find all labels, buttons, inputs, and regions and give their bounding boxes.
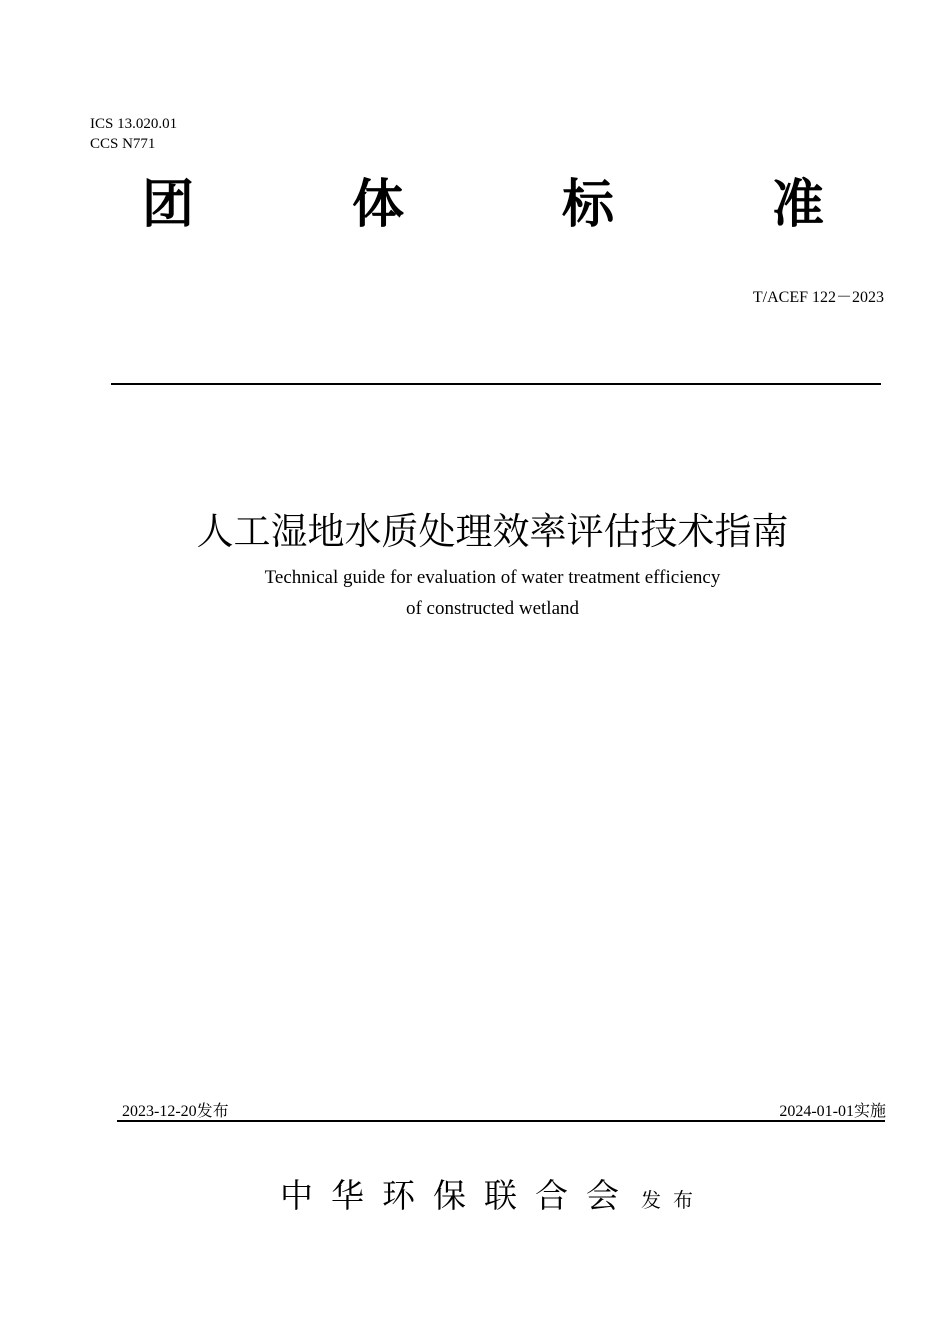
bottom-divider [117, 1120, 885, 1122]
document-title-chinese: 人工湿地水质处理效率评估技术指南 [196, 510, 789, 553]
classification-codes [90, 114, 177, 154]
english-title-line-2: of constructed wetland [405, 598, 580, 619]
ics-code: ICS 13.020.01 [90, 116, 178, 132]
ccs-code: CCS N771 [90, 136, 156, 152]
standard-number: T/ACEF 122－2023 [752, 289, 884, 306]
top-divider [111, 383, 881, 385]
publisher-suffix: 发布 [641, 1188, 705, 1212]
publisher [0, 1170, 950, 1217]
english-title-line-1: Technical guide for evaluation of water treatment efficiency [264, 567, 721, 588]
standard-type-char-1: 团 [141, 175, 194, 235]
standard-type-char-2: 体 [351, 175, 404, 235]
standard-type-char-3: 标 [561, 175, 614, 235]
issue-date: 2023-12-20发布 [122, 1103, 229, 1120]
document-title-english [0, 562, 950, 624]
standard-type-char-4: 准 [771, 175, 824, 235]
publisher-name: 中华环保联合会 [280, 1176, 637, 1215]
implementation-date: 2024-01-01实施 [779, 1103, 886, 1120]
standard-type-heading [118, 170, 848, 240]
